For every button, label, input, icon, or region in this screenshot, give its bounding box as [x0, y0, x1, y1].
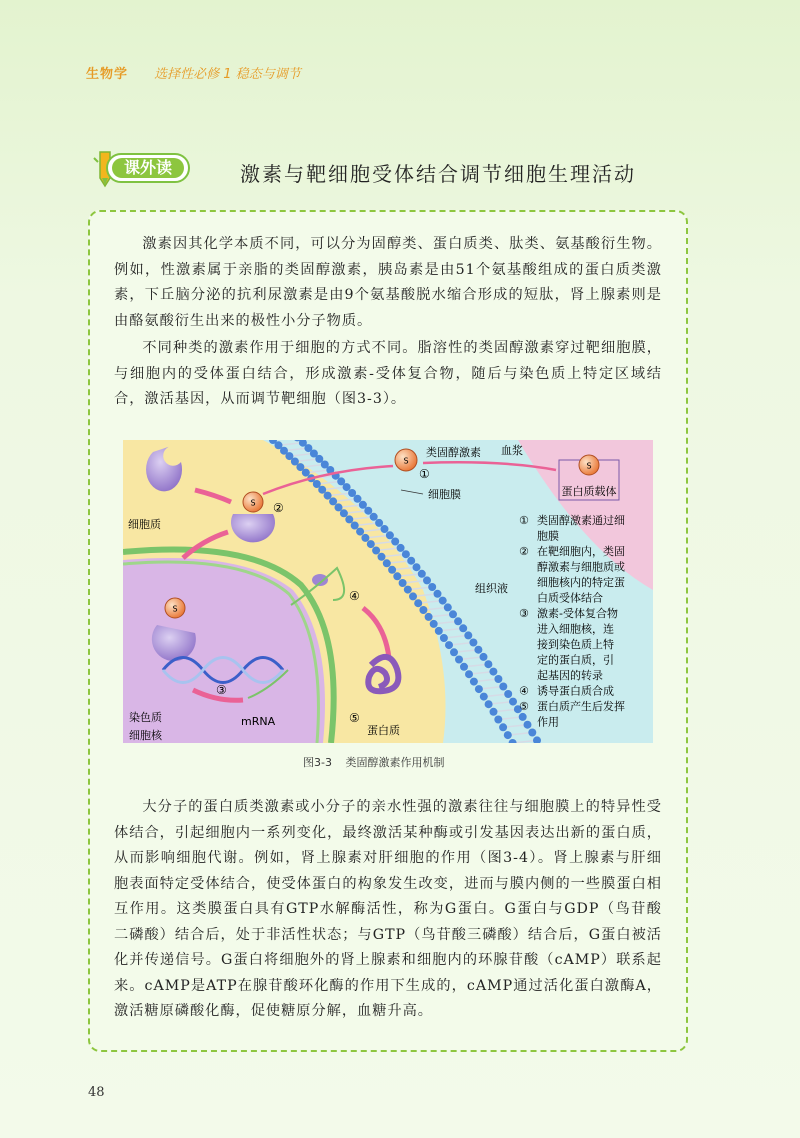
badge-label: 课外读: [112, 158, 184, 178]
membrane-lipid-head: [430, 620, 438, 628]
membrane-lipid-head: [407, 557, 415, 565]
paragraph-2: 不同种类的激素作用于细胞的方式不同。脂溶性的类固醇激素穿过靶细胞膜，与细胞内的受体蛋白结合，形成激素-受体复合物，随后与染色质上特定区域结合，激活基因，从而调节靶细胞（图3-3）。: [114, 340, 662, 407]
plasma-label: 血浆: [501, 444, 523, 457]
membrane-lipid-head: [480, 693, 488, 701]
membrane-lipid-head: [454, 617, 462, 625]
step-4-marker: ④: [349, 589, 360, 603]
hormone-s-label: S: [250, 498, 256, 508]
membrane-lipid-head: [475, 685, 483, 693]
mrna-label: mRNA: [241, 715, 276, 728]
page-number: 48: [88, 1085, 105, 1100]
membrane-lipid-head: [383, 559, 391, 567]
membrane-lipid-head: [370, 513, 378, 521]
membrane-lipid-head: [435, 627, 443, 635]
membrane-lipid-head: [439, 597, 447, 605]
legend-line: 类固醇激素通过细: [537, 514, 625, 527]
membrane-lipid-head: [449, 610, 457, 618]
membrane-lipid-head: [524, 721, 532, 729]
membrane-lipid-head: [509, 698, 517, 706]
membrane-lipid-head: [397, 544, 405, 552]
membrane-lipid-head: [404, 586, 412, 594]
legend-line: 胞膜: [537, 529, 559, 543]
membrane-lipid-head: [445, 641, 453, 649]
membrane-lipid-head: [364, 507, 372, 515]
section-title: 激素与靶细胞受体结合调节细胞生理活动: [240, 162, 636, 186]
figure-number: 图3-3: [303, 756, 332, 769]
legend-line: 激素-受体复合物: [537, 607, 618, 620]
legend-line: 起基因的转录: [537, 669, 603, 682]
membrane-label: 细胞膜: [428, 488, 461, 501]
membrane-lipid-head: [386, 531, 394, 539]
membrane-lipid-head: [381, 525, 389, 533]
legend-line: 作用: [537, 715, 559, 729]
membrane-lipid-head: [418, 570, 426, 578]
membrane-lipid-head: [519, 713, 527, 721]
legend-line: 白质受体结合: [537, 591, 603, 605]
legend-line: 进入细胞核，连: [537, 622, 614, 636]
hormone-s-label: S: [403, 456, 409, 466]
membrane-lipid-head: [335, 503, 343, 511]
hormone-s-label: S: [586, 461, 592, 471]
membrane-lipid-head: [423, 576, 431, 584]
membrane-lipid-head: [359, 501, 367, 509]
membrane-lipid-head: [372, 547, 380, 555]
protein-label: 蛋白质: [367, 724, 400, 737]
legend-line: 细胞核内的特定蛋: [537, 576, 625, 589]
step-2-marker: ②: [273, 501, 284, 515]
membrane-lipid-head: [470, 678, 478, 686]
membrane-lipid-head: [474, 646, 482, 654]
paragraph-3: 大分子的蛋白质类激素或小分子的亲水性强的激素往往与细胞膜上的特异性受体结合，引起细胞内一系列变化，最终激活某种酶或引发基因表达出新的蛋白质，从而影响细胞代谢。例如，肾上腺素对肝细胞的作用（图3-4）。肾上腺素与肝细胞表面特定受体结合，使受体蛋白的构象发生改变，进而与膜内侧的一些膜蛋白相互作用。这类膜蛋白具有GTP水解酶活性，称为G蛋白。G蛋白与GDP（鸟苷酸二磷酸）结合后，处于非活性状态；与GTP（鸟苷酸三磷酸）结合后，G蛋白被活化并传递信号。G蛋白将细胞外的肾上腺素和细胞内的环腺苷酸（cAMP）联系起来。cAMP是ATP在腺苷酸环化酶的作用下生成的，cAMP通过活化蛋白激酶A，激活糖原磷酸化酶，促使糖原分解，血糖升高。: [114, 799, 662, 1019]
course-name: 选择性必修 1 稳态与调节: [154, 67, 301, 82]
membrane-lipid-head: [399, 579, 407, 587]
membrane-lipid-head: [409, 592, 417, 600]
membrane-lipid-head: [391, 538, 399, 546]
membrane-lipid-head: [485, 700, 493, 708]
extracurricular-badge: [88, 148, 192, 188]
membrane-lipid-head: [393, 572, 401, 580]
legend-number: ①: [519, 514, 529, 527]
legend-line: 在靶细胞内，类固: [537, 545, 625, 558]
membrane-lipid-head: [480, 653, 488, 661]
hormone-s-label: S: [172, 604, 178, 614]
membrane-lipid-head: [378, 553, 386, 561]
membrane-lipid-head: [459, 624, 467, 632]
membrane-lipid-head: [440, 634, 448, 642]
membrane-lipid-head: [329, 497, 337, 505]
badge-pill: [106, 153, 190, 183]
membrane-lipid-head: [361, 534, 369, 542]
membrane-lipid-head: [356, 528, 364, 536]
membrane-lipid-head: [469, 639, 477, 647]
membrane-lipid-head: [499, 683, 507, 691]
membrane-lipid-head: [367, 540, 375, 548]
legend-line: 接到染色质上特: [537, 638, 614, 651]
chromatin-label: 染色质: [129, 711, 162, 724]
book-name: 生物学: [86, 67, 129, 82]
membrane-lipid-head: [354, 495, 362, 503]
membrane-lipid-head: [434, 590, 442, 598]
membrane-lipid-head: [419, 606, 427, 614]
membrane-lipid-head: [428, 583, 436, 591]
legend-line: 醇激素与细胞质或: [537, 560, 625, 574]
legend-number: ④: [519, 684, 529, 698]
running-header: [86, 63, 301, 82]
membrane-lipid-head: [345, 515, 353, 523]
membrane-lipid-head: [464, 631, 472, 639]
membrane-lipid-head: [343, 483, 351, 491]
membrane-lipid-head: [494, 716, 502, 724]
legend-line: 诱导蛋白质合成: [537, 684, 614, 698]
membrane-lipid-head: [414, 599, 422, 607]
carrier-label: 蛋白质载体: [561, 485, 617, 498]
membrane-lipid-head: [489, 668, 497, 676]
cytoplasm-label: 细胞质: [128, 518, 161, 531]
membrane-lipid-head: [504, 731, 512, 739]
figure-caption-text: 类固醇激素作用机制: [345, 756, 445, 769]
figure-caption: [303, 754, 454, 770]
membrane-lipid-head: [351, 522, 359, 530]
membrane-lipid-head: [460, 663, 468, 671]
legend-number: ②: [519, 545, 529, 558]
step-1-marker: ①: [419, 467, 430, 481]
legend-number: ⑤: [519, 700, 529, 713]
membrane-lipid-head: [425, 613, 433, 621]
membrane-lipid-head: [499, 723, 507, 731]
membrane-lipid-head: [450, 648, 458, 656]
membrane-lipid-head: [324, 492, 332, 500]
membrane-lipid-head: [413, 563, 421, 571]
legend-line: 定的蛋白质，引: [537, 653, 614, 667]
membrane-lipid-head: [484, 660, 492, 668]
membrane-lipid-head: [465, 670, 473, 678]
tissue-fluid-label: 组织液: [475, 582, 508, 595]
membrane-lipid-head: [494, 675, 502, 683]
membrane-lipid-head: [318, 486, 326, 494]
membrane-lipid-head: [388, 566, 396, 574]
membrane-lipid-head: [528, 729, 536, 737]
membrane-lipid-head: [402, 550, 410, 558]
membrane-lipid-head: [340, 509, 348, 517]
legend-number: ③: [519, 607, 529, 620]
membrane-lipid-head: [490, 708, 498, 716]
step-3-marker: ③: [216, 683, 227, 697]
paragraph-1: 激素因其化学本质不同，可以分为固醇类、蛋白质类、肽类、氨基酸衍生物。例如，性激素属于亲脂的类固醇激素，胰岛素是由51个氨基酸组成的蛋白质类激素，下丘脑分泌的抗利尿激素是由9个氨基酸脱水缩合形成的短肽，肾上腺素则是由酪氨酸衍生出来的极性小分子物质。: [114, 236, 662, 329]
nucleus-label: 细胞核: [129, 729, 162, 742]
legend-line: 蛋白质产生后发挥: [537, 700, 625, 713]
steroid-hormone-label: 类固醇激素: [426, 446, 481, 459]
membrane-lipid-head: [455, 656, 463, 664]
step-5-marker: ⑤: [349, 711, 360, 725]
steroid-hormone-figure: [123, 440, 653, 743]
membrane-lipid-head: [504, 690, 512, 698]
membrane-lipid-head: [375, 519, 383, 527]
membrane-lipid-head: [444, 603, 452, 611]
